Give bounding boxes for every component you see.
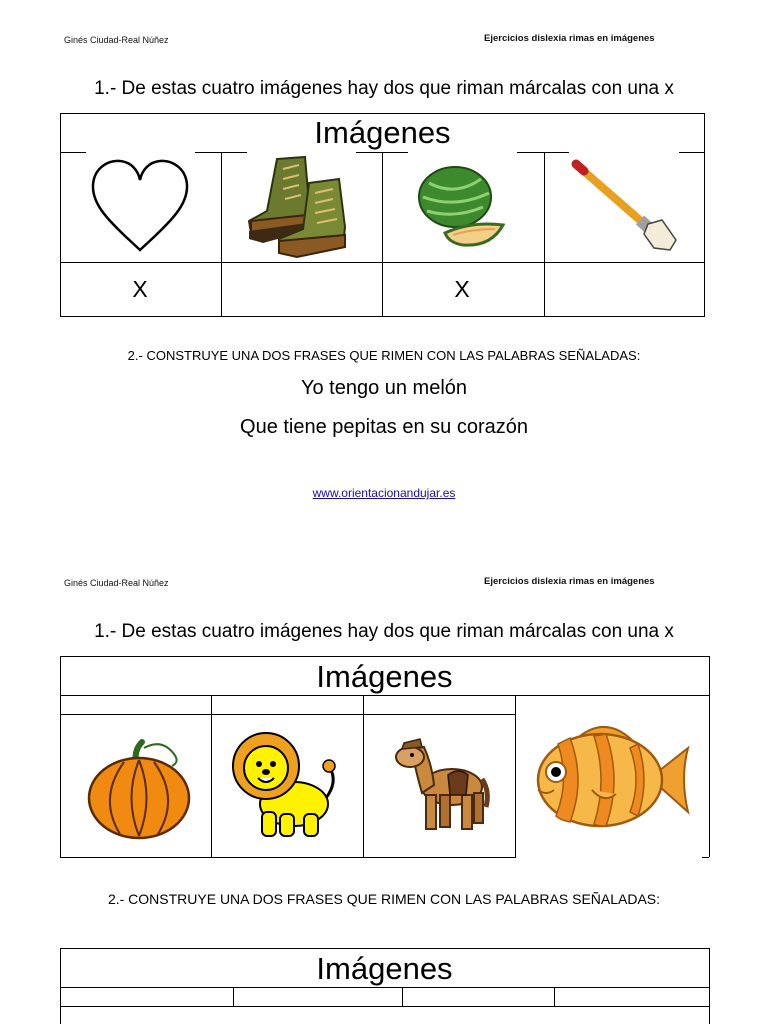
sentence-1: Yo tengo un melón xyxy=(300,377,468,399)
question-1: 1.- De estas cuatro imágenes hay dos que riman márcalas con una x xyxy=(94,621,674,642)
header-author: Ginés Ciudad-Real Núñez xyxy=(64,35,169,45)
horse-icon xyxy=(390,735,490,835)
pumpkin-icon xyxy=(84,732,194,842)
question-2: 2.- CONSTRUYE UNA DOS FRASES QUE RIMEN CON LAS PALABRAS SEÑALADAS: xyxy=(127,348,641,363)
header-author: Ginés Ciudad-Real Núñez xyxy=(64,578,169,588)
question-1: 1.- De estas cuatro imágenes hay dos que riman márcalas con una x xyxy=(94,78,674,99)
heart-icon xyxy=(90,160,190,254)
table-title: Imágenes xyxy=(316,659,453,694)
watermelon-icon xyxy=(415,163,525,253)
fish-icon xyxy=(530,720,692,838)
paintbrush-icon xyxy=(570,160,680,255)
header-title: Ejercicios dislexia rimas en imágenes xyxy=(484,33,655,44)
boots-icon xyxy=(247,155,357,257)
mark-cell-1[interactable]: X xyxy=(132,276,148,302)
website-link-container xyxy=(0,486,768,500)
table-title: Imágenes xyxy=(314,115,451,150)
sentence-2: Que tiene pepitas en su corazón xyxy=(240,416,528,438)
question-2: 2.- CONSTRUYE UNA DOS FRASES QUE RIMEN CON LAS PALABRAS SEÑALADAS: xyxy=(107,891,661,907)
mark-cell-3[interactable]: X xyxy=(454,276,470,302)
lion-icon xyxy=(232,728,342,840)
table-title: Imágenes xyxy=(316,951,453,986)
header-title: Ejercicios dislexia rimas en imágenes xyxy=(484,576,655,587)
website-link[interactable]: www.orientacionandujar.es xyxy=(312,486,456,500)
